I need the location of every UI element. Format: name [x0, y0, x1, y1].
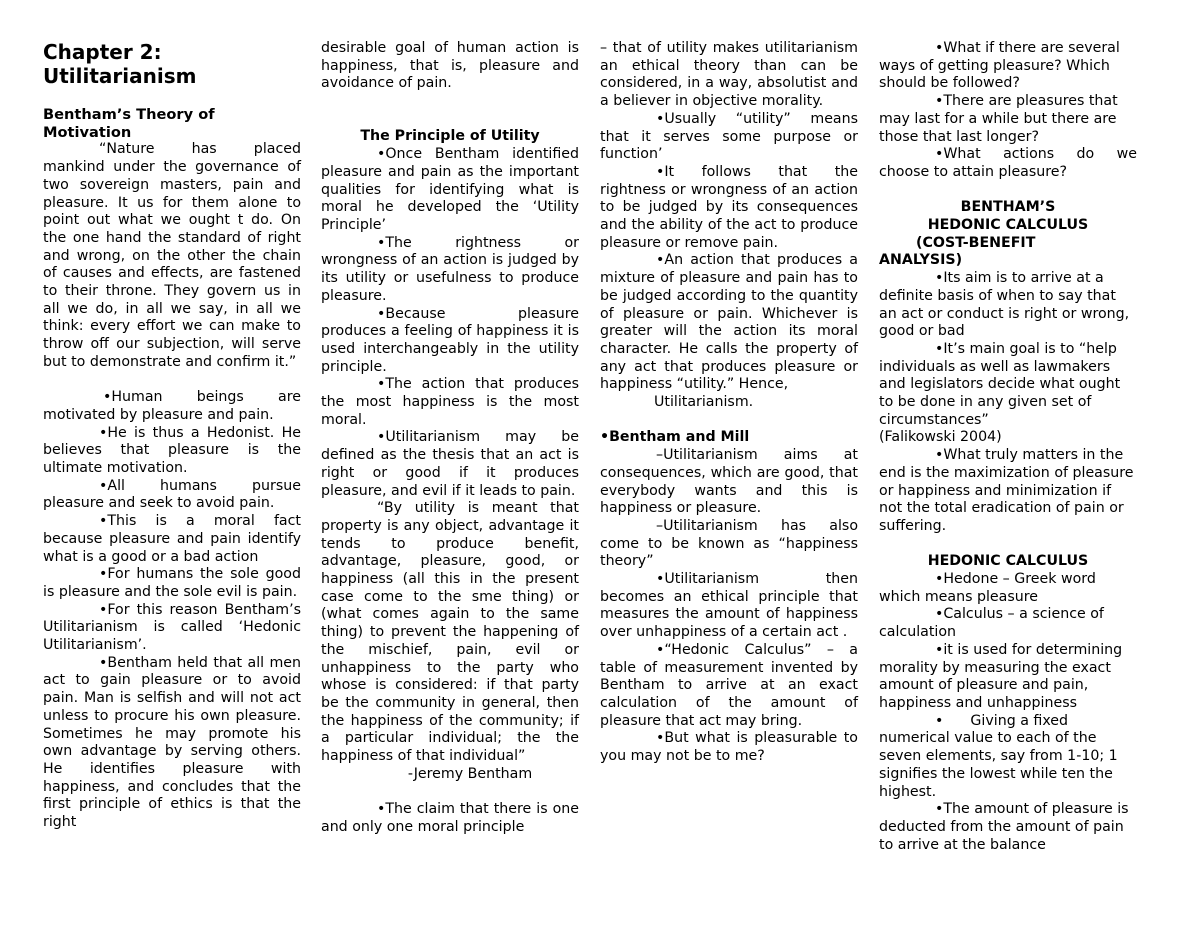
bullet-aim: •Its aim is to arrive at a definite basis of when to say that an act or conduct is right or wrong, good or bad — [879, 270, 1130, 340]
bullet-mixture: •An action that produces a mixture of pleasure and pain has to be judged according to the quantity of pleasure or pain. Whichever is greater will the action its moral character. He calls the property of any act that produces pleasure or happiness “utility.” Hence, — [600, 252, 858, 393]
bullet-rightness: •The rightness or wrongness of an action is judged by its utility or usefulness to produce pleasure. — [321, 234, 579, 304]
bullet-deducted: •The amount of pleasure is deducted from the amount of pain to arrive at the balance — [879, 801, 1129, 853]
column-4 — [879, 40, 1137, 854]
bullet-utility-principle: •Once Bentham identified pleasure and pain as the important qualities for identifying what is moral he developed the ‘Utility Principle’ — [321, 146, 579, 233]
heading-hedonic-calculus-2: HEDONIC CALCULUS — [927, 553, 1089, 570]
bullet-utilitarianism-defined: •Utilitarianism may be defined as the thesis that an act is right or good if it produces pleasure, and evil if it leads to pain. — [321, 429, 579, 499]
bullet-because-pleasure: •Because pleasure produces a feeling of happiness it is used interchangeably in the utility principle. — [321, 305, 579, 375]
bullet-hedonist: •He is thus a Hedonist. He believes that pleasure is the ultimate motivation. — [43, 424, 301, 477]
heading-analysis: ANALYSIS) — [879, 252, 963, 269]
bullet-truly-matters: •What truly matters in the end is the maximization of pleasure or happiness and minimization if not the total eradication of pain or suffering. — [879, 447, 1134, 534]
heading-cost-benefit: (COST-BENEFIT — [916, 234, 1036, 251]
continued-text: desirable goal of human action is happiness, that is, pleasure and avoidance of pain. — [321, 40, 579, 92]
heading-hedonic-calculus: HEDONIC CALCULUS — [927, 217, 1089, 234]
bullet-aims-consequences: –Utilitarianism aims at consequences, which are good, that everybody wants and this is happiness or pleasure. — [600, 447, 858, 517]
bullet-bentham-held: •Bentham held that all men act to gain pleasure or to avoid pain. Man is selfish and will not act unless to procure his own pleasure. Sometimes he may promote his own advantage by serving others. He identifies pleasure with happiness, and concludes that the first principle of ethics is that the right — [43, 654, 301, 831]
bullet-main-goal: •It’s main goal is to “help individuals as well as lawmakers and legislators decide what ought to be done in any given set of circumstances” — [879, 340, 1121, 428]
chapter-title: Chapter 2: Utilitarianism — [43, 40, 197, 88]
section-heading-bentham-mill: •Bentham and Mill — [600, 429, 750, 446]
column-1 — [43, 40, 301, 832]
bullet-moral-fact: •This is a moral fact because pleasure and pain identify what is a good or a bad action — [43, 513, 301, 565]
section-heading-principle-of-utility: The Principle of Utility — [360, 128, 540, 145]
citation: (Falikowski 2004) — [879, 429, 1002, 446]
bullet-ethical-principle: •Utilitarianism then becomes an ethical principle that measures the amount of happiness over unhappiness of a certain act . — [600, 571, 858, 641]
bullet-pursue-pleasure: •All humans pursue pleasure and seek to avoid pain. — [43, 477, 301, 512]
bullet-calculus: •Calculus – a science of calculation — [879, 606, 1104, 641]
bullet-fixed-value: • Giving a fixed numerical value to each of the seven elements, say from 1-10; 1 signifies the lowest while ten the highest. — [879, 712, 1123, 800]
utilitarianism-word: Utilitarianism. — [654, 394, 754, 411]
bullet-hedonic-calculus: •“Hedonic Calculus” – a table of measurement invented by Bentham to arrive at an exact calculation of the amount of pleasure that act may bring. — [600, 641, 858, 729]
bullet-one-moral-principle: •The claim that there is one and only one moral principle — [321, 801, 579, 835]
bullet-consequences: •It follows that the rightness or wrongness of an action to be judged by its consequences and the ability of the act to produce pleasure or remove pain. — [600, 163, 858, 251]
bullet-determining-morality: •it is used for determining morality by measuring the exact amount of pleasure and pain, happiness and unhappiness — [879, 641, 1123, 711]
column-2 — [321, 40, 579, 837]
bullet-last-longer: •There are pleasures that may last for a while but there are those that last longer? — [879, 93, 1118, 145]
nature-quote: “Nature has placed mankind under the governance of two sovereign masters, pain and pleasure. It us for them alone to point out what we ought t do. On the one hand the standard of right and wrong, on the other the chain of causes and effects, are fastened to their throne. They govern us in all we do, in all we say, in all we think: every effort we can make to throw off our subjection, will serve but to demonstrate and confirm it.” — [43, 141, 301, 370]
continued-text: – that of utility makes utilitarianism an ethical theory than can be considered, in a way, absolutist and a believer in objective morality. — [600, 40, 858, 110]
quote-attribution: -Jeremy Bentham — [407, 765, 533, 782]
bullet-most-happiness: •The action that produces the most happiness is the most moral. — [321, 376, 579, 428]
bullet-happiness-theory: –Utilitarianism has also come to be known as “happiness theory” — [600, 517, 858, 570]
bullet-pleasurable: •But what is pleasurable to you may not be to me? — [600, 730, 858, 765]
bullet-several-ways: •What if there are several ways of getting pleasure? Which should be followed? — [879, 40, 1120, 92]
bullet-sole-good: •For humans the sole good is pleasure and the sole evil is pain. — [43, 566, 301, 600]
bullet-what-actions: •What actions do we choose to attain pleasure? — [879, 146, 1137, 180]
bullet-hedonic-utilitarianism: •For this reason Bentham’s Utilitarianism is called ‘Hedonic Utilitarianism’. — [43, 601, 301, 654]
bullet-hedone: •Hedone – Greek word which means pleasure — [879, 571, 1096, 605]
bullet-utility-meaning: •Usually “utility” means that it serves some purpose or function’ — [600, 110, 858, 163]
bullet-motivated: •Human beings are motivated by pleasure and pain. — [43, 389, 301, 423]
utility-quote: “By utility is meant that property is any object, advantage it tends to produce benefit, advantage, pleasure, good, or happiness (all this in the present case come to the sme thing) or (what comes again to the same thing) to prevent the happening of the mischief, pain, evil or unhappiness to the party who whose is considered: if that party be the community in general, then the happiness of the community; if a particular individual; the the happiness of that individual” — [321, 500, 579, 765]
section-heading-motivation: Bentham’s Theory of Motivation — [43, 106, 215, 141]
column-3 — [600, 40, 858, 766]
heading-benthams: BENTHAM’S — [960, 199, 1056, 216]
